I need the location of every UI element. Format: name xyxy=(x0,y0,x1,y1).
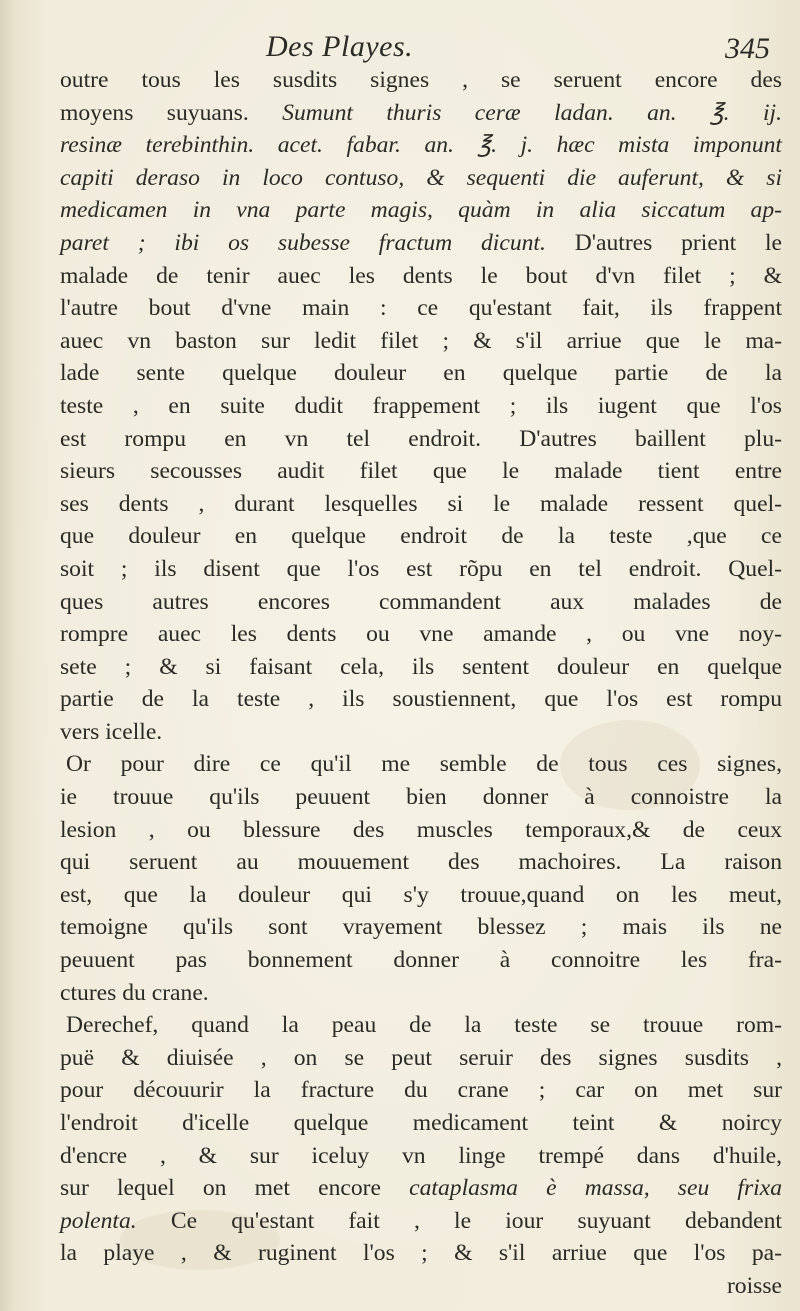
text-line xyxy=(60,977,782,1010)
body-text xyxy=(60,64,782,1303)
french-text: temoigne qu'ils sont vrayement blessez ; mais ils ne xyxy=(60,914,782,941)
french-text: soit ; ils disent que l'os est rõpu en tel endroit. Quel- xyxy=(60,555,782,582)
french-text: qui seruent au mouuement des machoires. La raison xyxy=(60,849,782,876)
text-line xyxy=(60,455,782,488)
french-text: est rompu en vn tel endroit. D'autres baillent plu- xyxy=(60,425,782,452)
french-text: peuuent pas bonnement donner à connoitre les fra- xyxy=(60,947,782,974)
text-line xyxy=(60,716,782,749)
latin-italic-text: medicamen in vna parte magis, quàm in alia siccatum ap- xyxy=(60,197,782,224)
text-line xyxy=(60,1172,782,1205)
running-title: Des Playes. xyxy=(266,30,414,63)
page-number: 345 xyxy=(725,32,770,65)
text-line xyxy=(60,162,782,195)
text-line xyxy=(60,814,782,847)
french-text: Derechef, quand la peau de la teste se trouue rom- xyxy=(66,1012,782,1039)
text-line xyxy=(60,1270,782,1303)
text-line xyxy=(60,325,782,358)
text-line xyxy=(60,292,782,325)
french-text: l'autre bout d'vne main : ce qu'estant fait, ils frappent xyxy=(60,295,782,322)
text-line xyxy=(60,227,782,260)
french-text: auec vn baston sur ledit filet ; & s'il arriue que le ma- xyxy=(60,327,782,354)
text-line xyxy=(60,260,782,293)
french-text: roisse xyxy=(726,1272,782,1299)
french-text: outre tous les susdits signes , se seruent encore des xyxy=(60,67,782,93)
text-line xyxy=(60,194,782,227)
text-line xyxy=(60,553,782,586)
text-line xyxy=(60,423,782,456)
text-line xyxy=(60,879,782,912)
text-line xyxy=(60,1107,782,1140)
french-text: lade sente quelque douleur en quelque partie de la xyxy=(60,360,782,387)
french-text: l'endroit d'icelle quelque medicament teint & noircy xyxy=(60,1110,782,1136)
page-gutter-shadow xyxy=(0,0,14,1311)
french-text: Ce qu'estant fait , le iour suyuant debandent xyxy=(170,1207,782,1234)
french-text: ses dents , durant lesquelles si le malade ressent quel- xyxy=(60,490,782,517)
latin-italic-text: capiti deraso in loco contuso, & sequenti die auferunt, & si xyxy=(60,164,782,191)
text-line xyxy=(60,748,782,781)
french-text: que douleur en quelque endroit de la teste ,que ce xyxy=(60,523,782,550)
french-text: puë & diuisée , on se peut seruir des signes susdits , xyxy=(60,1044,782,1071)
french-text: pour découurir la fracture du crane ; car on met sur xyxy=(60,1077,782,1104)
text-line xyxy=(60,520,782,553)
french-text: malade de tenir auec les dents le bout d'vn filet ; & xyxy=(60,262,782,289)
latin-italic-text: polenta. xyxy=(60,1207,171,1234)
french-text: ques autres encores commandent aux malades de xyxy=(60,588,782,615)
french-text: moyens suyuans. xyxy=(60,99,283,126)
text-line xyxy=(60,651,782,684)
french-text: d'encre , & sur iceluy vn linge trempé dans d'huile, xyxy=(60,1142,782,1169)
french-text: partie de la teste , ils soustiennent, que l'os est rompu xyxy=(60,686,782,713)
latin-italic-text: Sumunt thuris ceræ ladan. an. ℥. ij. xyxy=(282,99,782,126)
text-line xyxy=(60,1205,782,1238)
text-line xyxy=(60,618,782,651)
text-line xyxy=(60,97,782,130)
french-text: Or pour dire ce qu'il me semble de tous ces signes, xyxy=(66,751,782,778)
latin-italic-text: cataplasma è massa, seu frixa xyxy=(409,1175,782,1202)
french-text: rompre auec les dents ou vne amande , ou vne noy- xyxy=(60,621,782,648)
text-line xyxy=(60,1009,782,1042)
text-line xyxy=(60,586,782,619)
text-line xyxy=(60,683,782,716)
french-text: sur lequel on met encore xyxy=(60,1175,410,1202)
text-line xyxy=(60,846,782,879)
french-text: teste , en suite dudit frappement ; ils iugent que l'os xyxy=(60,392,782,419)
text-line xyxy=(60,911,782,944)
french-text: la playe , & ruginent l'os ; & s'il arriue que l'os pa- xyxy=(60,1240,782,1267)
french-text: est, que la douleur qui s'y trouue,quand on les meut, xyxy=(60,881,782,908)
text-line xyxy=(60,1140,782,1173)
text-line xyxy=(60,357,782,390)
french-text: sete ; & si faisant cela, ils sentent douleur en quelque xyxy=(60,653,782,680)
text-line xyxy=(60,488,782,521)
text-line xyxy=(60,1042,782,1075)
text-line xyxy=(60,129,782,162)
latin-italic-text: resinæ terebinthin. acet. fabar. an. ℥. j. hæc mista imponunt xyxy=(60,132,782,159)
french-text: ctures du crane. xyxy=(60,979,209,1006)
french-text: vers icelle. xyxy=(60,718,163,745)
french-text: ie trouue qu'ils peuuent bien donner à connoistre la xyxy=(60,784,782,811)
text-line xyxy=(60,781,782,814)
text-line xyxy=(60,1237,782,1270)
text-line xyxy=(60,1074,782,1107)
text-line xyxy=(60,944,782,977)
text-line xyxy=(60,64,782,97)
french-text: lesion , ou blessure des muscles temporaux,& de ceux xyxy=(60,816,782,843)
latin-italic-text: paret ; ibi os subesse fractum dicunt. xyxy=(60,229,575,256)
french-text: D'autres prient le xyxy=(574,229,783,256)
french-text: sieurs secousses audit filet que le malade tient entre xyxy=(60,458,782,485)
text-line xyxy=(60,390,782,423)
